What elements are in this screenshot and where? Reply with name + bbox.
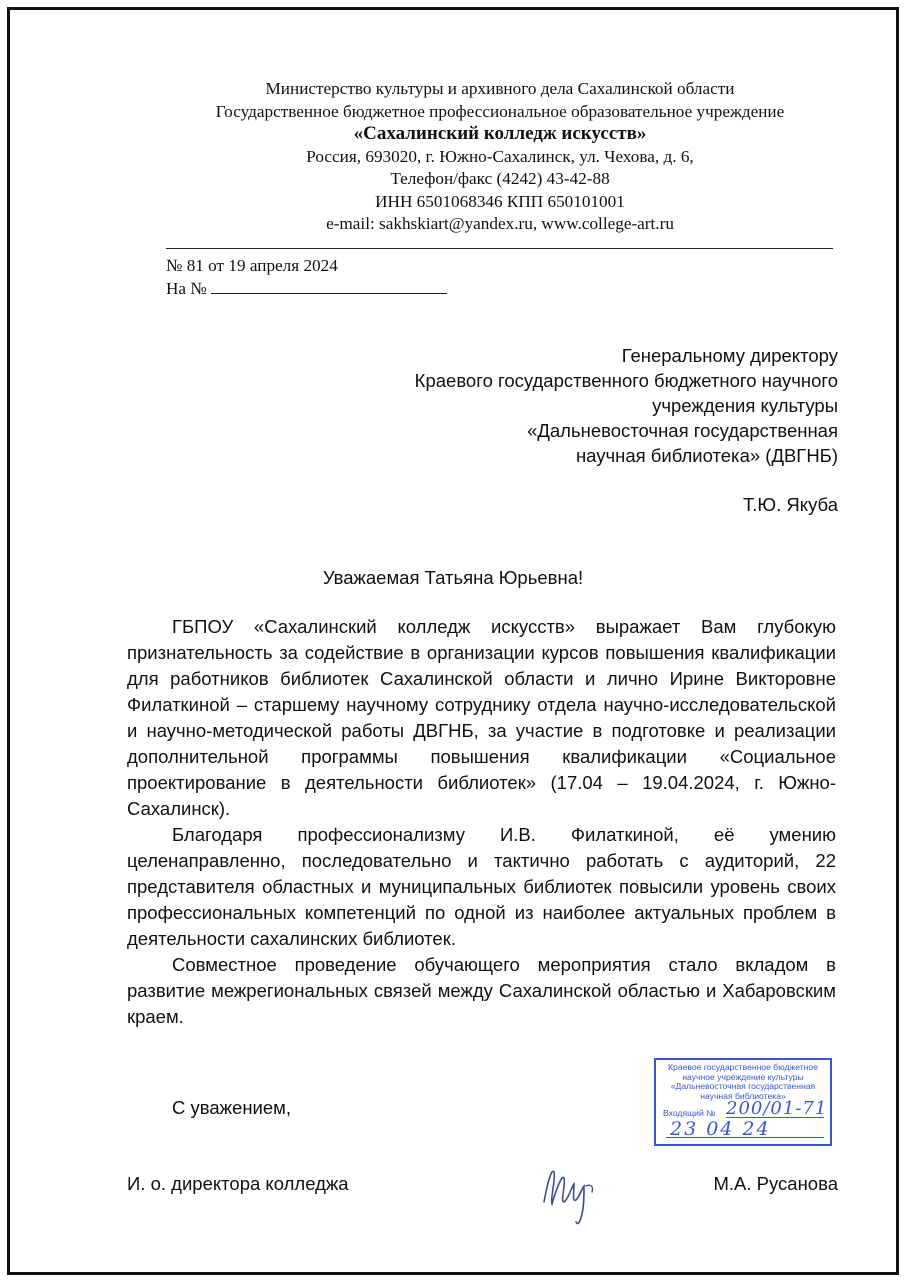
salutation: Уважаемая Татьяна Юрьевна!	[322, 567, 584, 588]
org-name: «Сахалинский колледж искусств»	[353, 123, 647, 144]
paragraph-1: ГБПОУ «Сахалинский колледж искусств» выражает Вам глубокую признательность за содействие в организации курсов повышения квалификации для работников библиотек Сахалинской области и лично Ирине Викторовне Филаткиной – старшему научному сотруднику отдела научно-исследовательской и научно-методической работы ДВГНБ, за участие в подготовке и реализации дополнительной программы повышения квалификации «Социальное проектирование в деятельности библиотек» (17.04 – 19.04.2024, г. Южно-Сахалинск).	[127, 616, 836, 819]
stamp-date: 23 04 24	[670, 1118, 771, 1140]
address-line: Россия, 693020, г. Южно-Сахалинск, ул. Чехова, д. 6,	[306, 146, 694, 166]
closing: С уважением,	[172, 1097, 292, 1118]
reply-to-line	[166, 278, 447, 301]
stamp-number: 200/01-71	[726, 1098, 828, 1119]
letterhead	[160, 78, 840, 236]
outgoing-number: № 81 от 19 апреля 2024	[166, 256, 338, 275]
reference-block	[166, 255, 447, 300]
ministry-line: Министерство культуры и архивного дела Сахалинской области	[265, 79, 735, 98]
addressee-line-4: «Дальневосточная государственная	[527, 420, 838, 441]
letterhead-divider	[166, 248, 833, 249]
addressee-line-3: учреждения культуры	[652, 395, 838, 416]
signatory-position: И. о. директора колледжа	[127, 1173, 349, 1194]
letter-body	[127, 614, 836, 1030]
paragraph-3: Совместное проведение обучающего мероприятия стало вкладом в развитие межрегиональных связей между Сахалинской областью и Хабаровским краем.	[127, 954, 836, 1027]
addressee-name: Т.Ю. Якуба	[743, 494, 838, 515]
stamp-date-line	[666, 1137, 824, 1138]
stamp-text: Краевое государственное бюджетное научное учреждение культуры «Дальневосточная государственная научная библиотека»	[668, 1062, 818, 1101]
phone-line: Телефон/факс (4242) 43-42-88	[390, 169, 610, 188]
addressee-line-2: Краевого государственного бюджетного научного	[414, 370, 838, 391]
addressee-line-5: научная библиотека» (ДВГНБ)	[575, 445, 838, 466]
handwritten-signature	[530, 1150, 610, 1230]
signatory-name: М.А. Русанова	[713, 1173, 838, 1194]
addressee-line-1: Генеральному директору	[621, 345, 838, 366]
addressee-block	[415, 343, 838, 468]
reply-to-blank	[211, 278, 447, 294]
reply-to-label: На №	[166, 278, 207, 298]
tax-ids-line: ИНН 6501068346 КПП 650101001	[375, 191, 625, 211]
incoming-registration-stamp	[654, 1058, 832, 1146]
contacts-line: e-mail: sakhskiart@yandex.ru, www.college-art.ru	[326, 214, 674, 233]
institution-type-line: Государственное бюджетное профессиональное образовательное учреждение	[215, 101, 785, 121]
paragraph-2: Благодаря профессионализму И.В. Филаткиной, её умению целенаправленно, последовательно и тактично работать с аудиторий, 22 представителя областных и муниципальных библиотек повысили уровень своих профессиональных компетенций по одной из наиболее актуальных проблем в деятельности сахалинских библиотек.	[127, 824, 836, 949]
stamp-label: Входящий №	[663, 1108, 716, 1118]
